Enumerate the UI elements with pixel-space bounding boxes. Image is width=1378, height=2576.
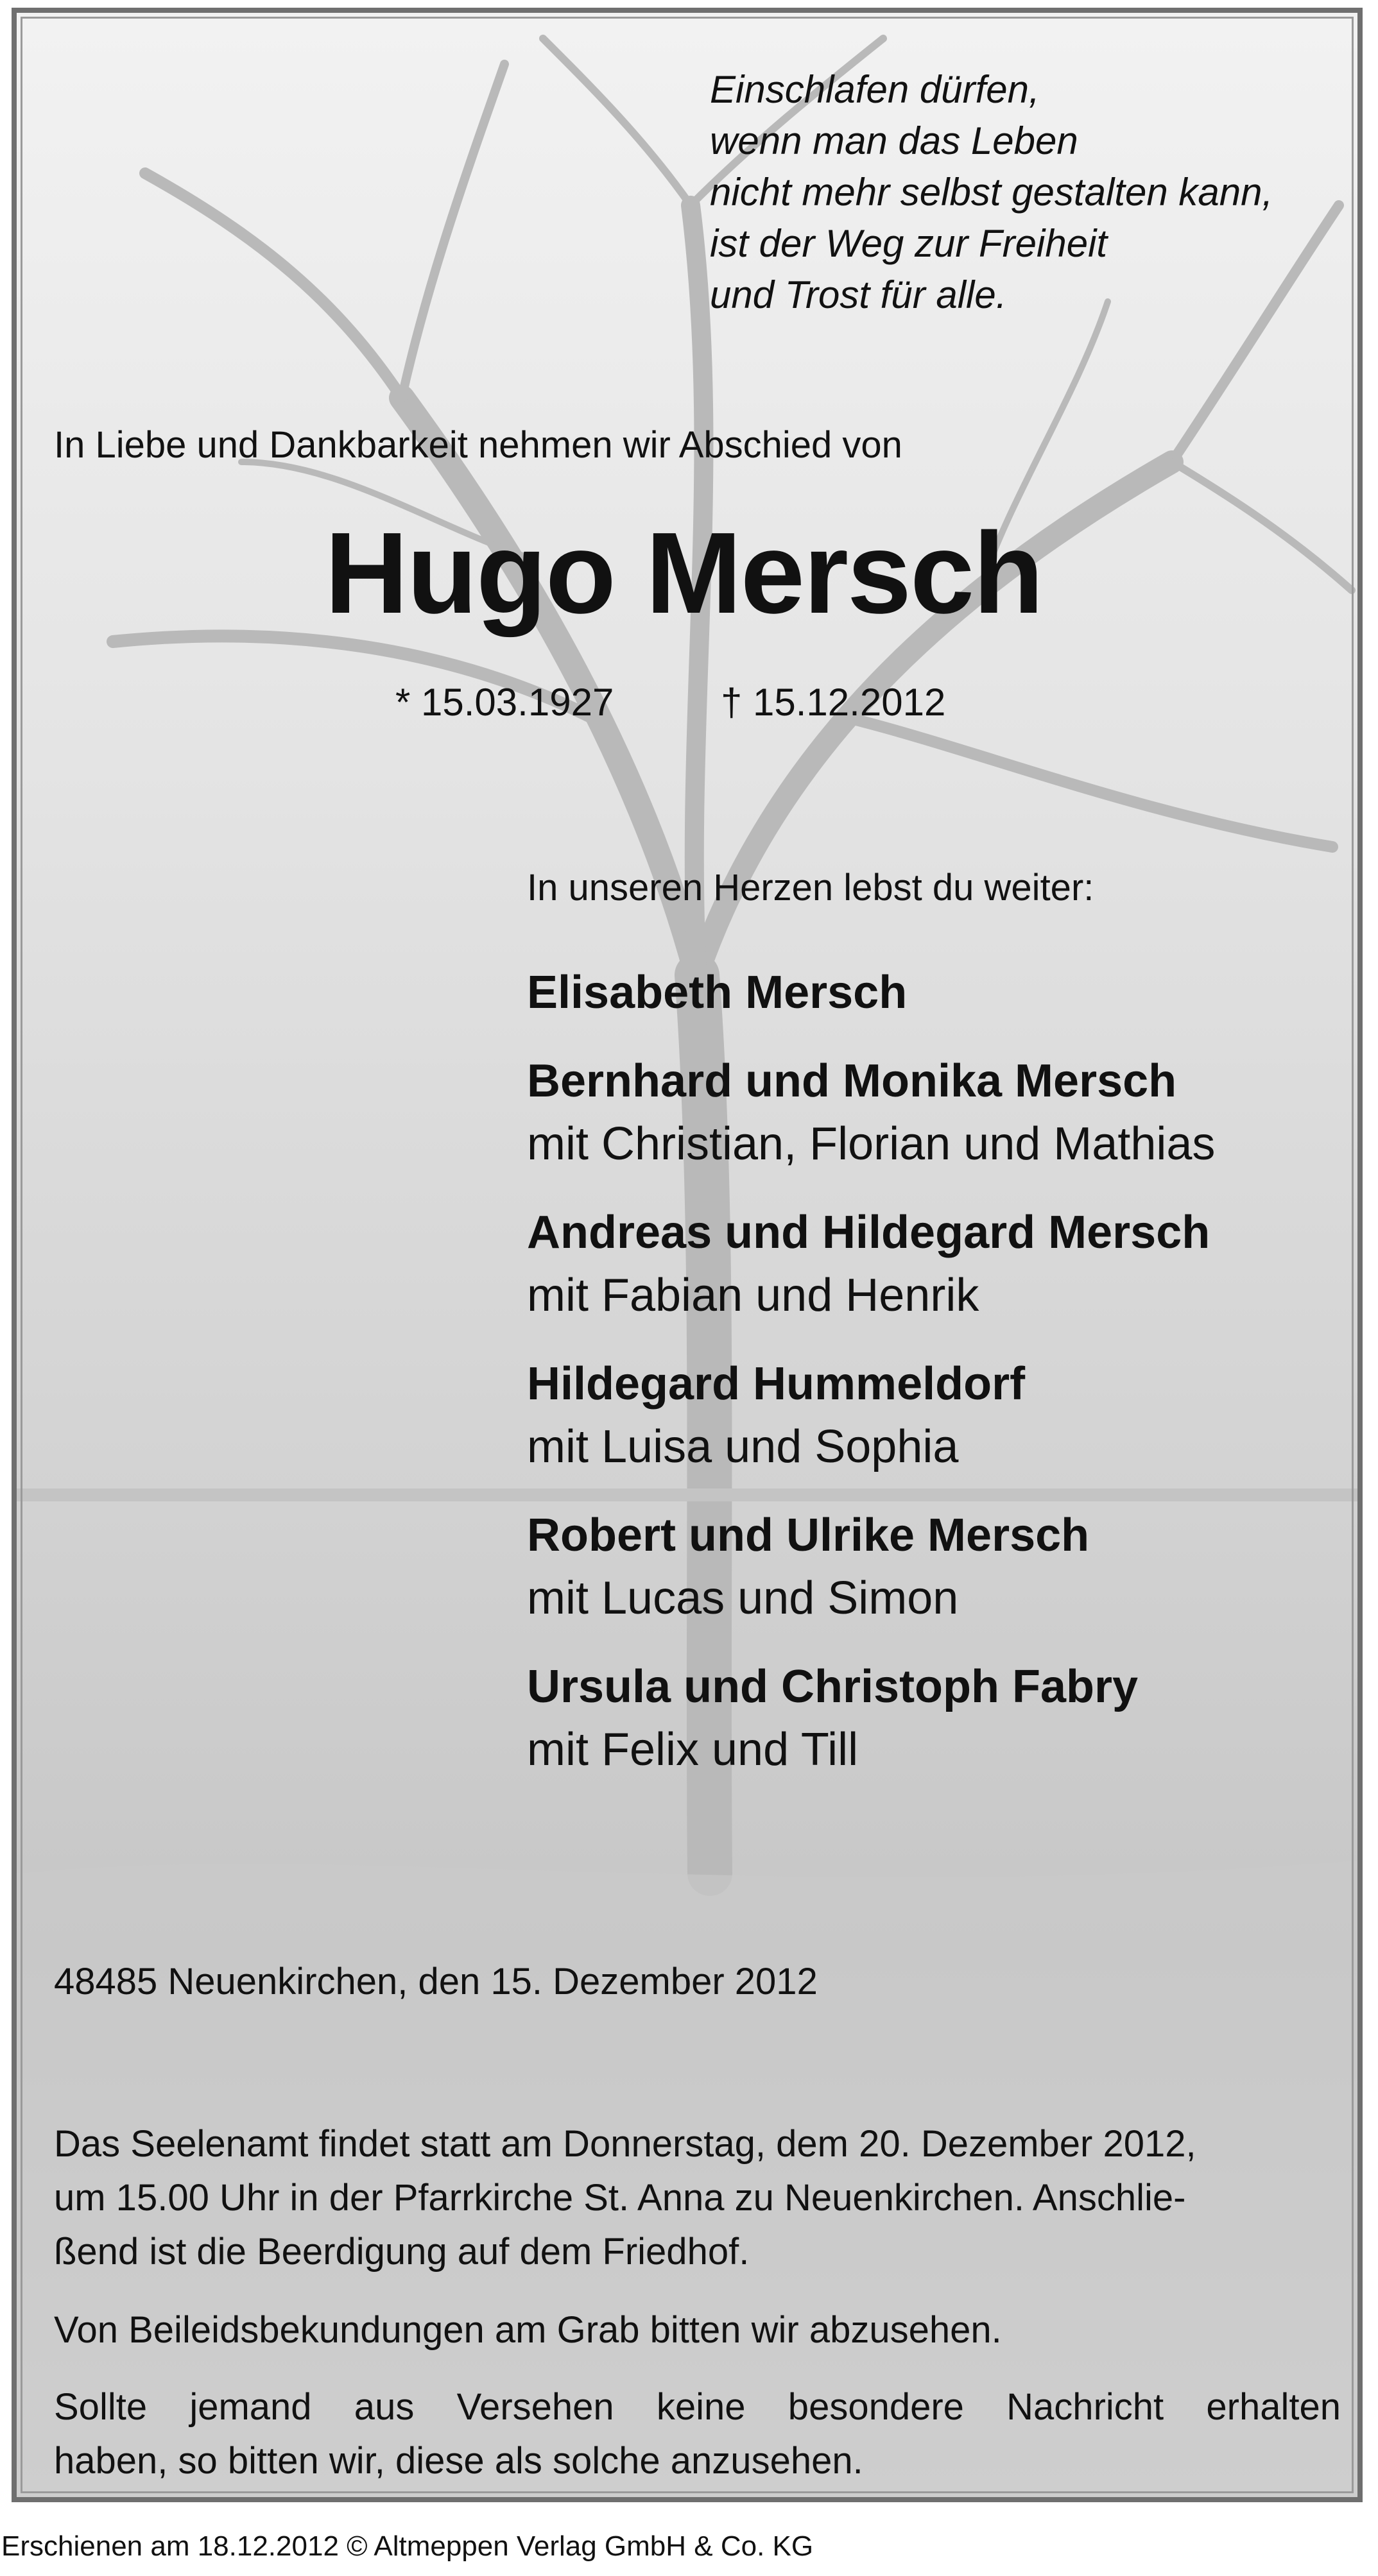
obituary-notice [12, 8, 1363, 2502]
service-line: um 15.00 Uhr in der Pfarrkirche St. Anna zu Neuenkirchen. Anschlie- [54, 2177, 1186, 2219]
family-children: mit Luisa und Sophia [527, 1421, 959, 1472]
poem-line: Einschlafen dürfen, [710, 68, 1040, 111]
service-info [54, 2117, 1341, 2279]
condolence-note: Von Beileidsbekundungen am Grab bitten wir abzusehen. [54, 2309, 1002, 2351]
family-group [527, 1050, 1215, 1175]
family-name: Robert und Ulrike Mersch [527, 1510, 1090, 1561]
heart-line: In unseren Herzen lebst du weiter: [527, 867, 1094, 908]
poem-line: wenn man das Leben [710, 119, 1078, 162]
family-children: mit Fabian und Henrik [527, 1270, 979, 1321]
family-list [527, 961, 1215, 1807]
missing-notice [54, 2380, 1341, 2488]
family-children: mit Felix und Till [527, 1724, 859, 1775]
poem [710, 64, 1273, 321]
service-line: Das Seelenamt findet statt am Donnerstag, dem 20. Dezember 2012, [54, 2123, 1196, 2165]
poem-line: nicht mehr selbst gestalten kann, [710, 171, 1273, 214]
family-group [527, 961, 1215, 1024]
family-name: Bernhard und Monika Mersch [527, 1055, 1177, 1107]
family-name: Hildegard Hummeldorf [527, 1358, 1026, 1410]
deceased-name: Hugo Mersch [325, 509, 1043, 638]
family-name: Andreas und Hildegard Mersch [527, 1207, 1210, 1258]
family-group [527, 1352, 1215, 1478]
publication-footer: Erschienen am 18.12.2012 © Altmeppen Verlag GmbH & Co. KG [1, 2530, 814, 2562]
family-group [527, 1504, 1215, 1630]
notice-line: haben, so bitten wir, diese als solche anzusehen. [54, 2440, 863, 2482]
place-date: 48485 Neuenkirchen, den 15. Dezember 2012 [54, 1961, 818, 2002]
family-group [527, 1201, 1215, 1327]
family-name: Elisabeth Mersch [527, 967, 908, 1018]
poem-line: ist der Weg zur Freiheit [710, 222, 1108, 265]
poem-line: und Trost für alle. [710, 273, 1007, 316]
birth-date: * 15.03.1927 [395, 681, 614, 724]
death-date: † 15.12.2012 [720, 681, 946, 724]
notice-line: Sollte jemand aus Versehen keine besondere Nachricht erhalten [54, 2386, 1341, 2428]
farewell-intro: In Liebe und Dankbarkeit nehmen wir Abschied von [54, 424, 902, 466]
family-group [527, 1655, 1215, 1781]
service-line: ßend ist die Beerdigung auf dem Friedhof. [54, 2231, 750, 2273]
family-name: Ursula und Christoph Fabry [527, 1661, 1139, 1712]
family-children: mit Christian, Florian und Mathias [527, 1118, 1216, 1170]
life-dates [395, 680, 945, 724]
family-children: mit Lucas und Simon [527, 1573, 959, 1624]
